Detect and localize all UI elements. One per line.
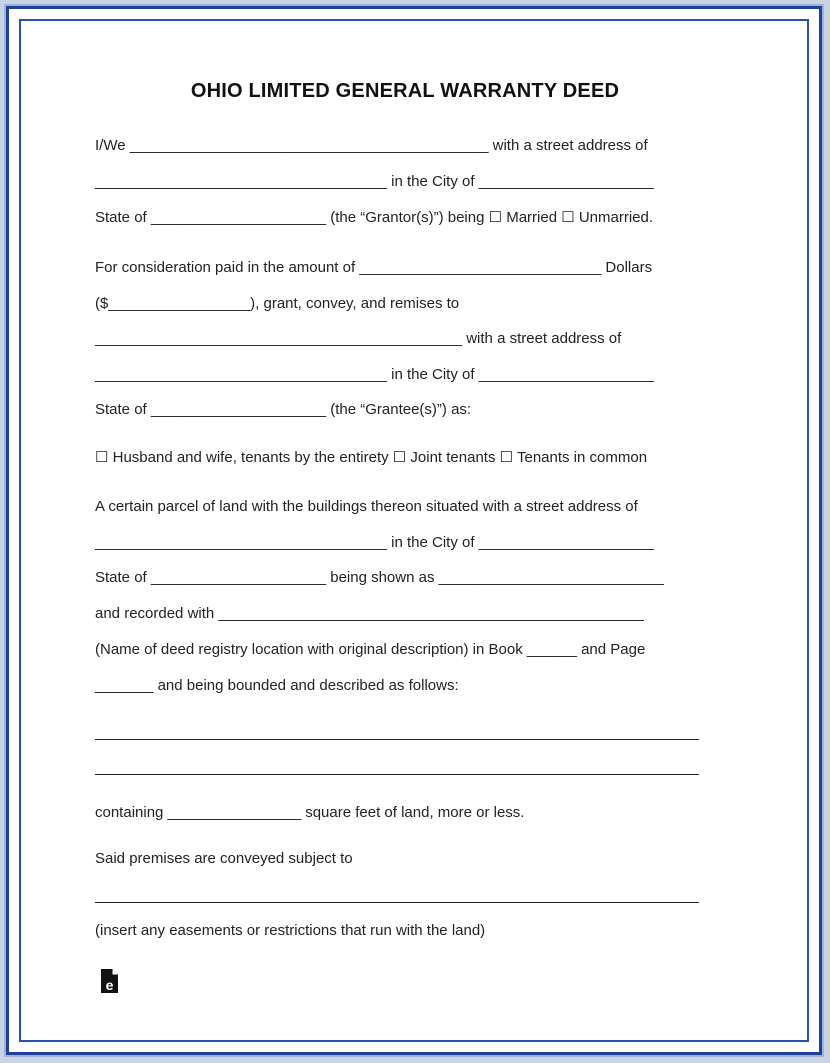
easements-blank: [95, 902, 699, 903]
description-blank-2: [95, 774, 699, 775]
parcel-city-line: ___________________________________ in the City of _____________________: [95, 534, 654, 551]
grantor-city-line: ___________________________________ in the City of _____________________: [95, 173, 654, 190]
logo-letter: e: [105, 977, 114, 993]
square-feet-line: containing ________________ square feet of land, more or less.: [95, 804, 525, 821]
document-frame: [6, 6, 822, 1055]
recorded-with-line: and recorded with ___________________________________________________: [95, 605, 644, 622]
document-title: OHIO LIMITED GENERAL WARRANTY DEED: [190, 80, 620, 102]
easements-note-line: (insert any easements or restrictions that run with the land): [95, 922, 486, 939]
grantee-address-line: ____________________________________________ with a street address of: [95, 330, 622, 347]
grantor-name-line: I/We ___________________________________________ with a street address of: [95, 137, 648, 154]
parcel-intro-line: A certain parcel of land with the buildings thereon situated with a street address of: [95, 498, 638, 515]
bounded-described-line: _______ and being bounded and described as follows:: [95, 677, 459, 694]
grantee-state-line: State of _____________________ (the “Grantee(s)”) as:: [95, 401, 472, 418]
conveyed-subject-line: Said premises are conveyed subject to: [95, 850, 353, 867]
description-blank-1: [95, 739, 699, 740]
eforms-document-icon: [100, 968, 119, 994]
deed-registry-line: (Name of deed registry location with original description) in Book ______ and Page: [95, 641, 646, 658]
tenancy-options-line: ☐ Husband and wife, tenants by the entirety ☐ Joint tenants ☐ Tenants in common: [95, 449, 648, 466]
grantee-city-line: ___________________________________ in the City of _____________________: [95, 366, 654, 383]
grantor-state-line: State of _____________________ (the “Grantor(s)”) being ☐ Married ☐ Unmarried.: [95, 209, 654, 226]
consideration-amount-line: ($_________________), grant, convey, and remises to: [95, 295, 460, 312]
parcel-state-line: State of _____________________ being shown as ___________________________: [95, 569, 664, 586]
consideration-line: For consideration paid in the amount of _____________________________ Dollars: [95, 259, 653, 276]
